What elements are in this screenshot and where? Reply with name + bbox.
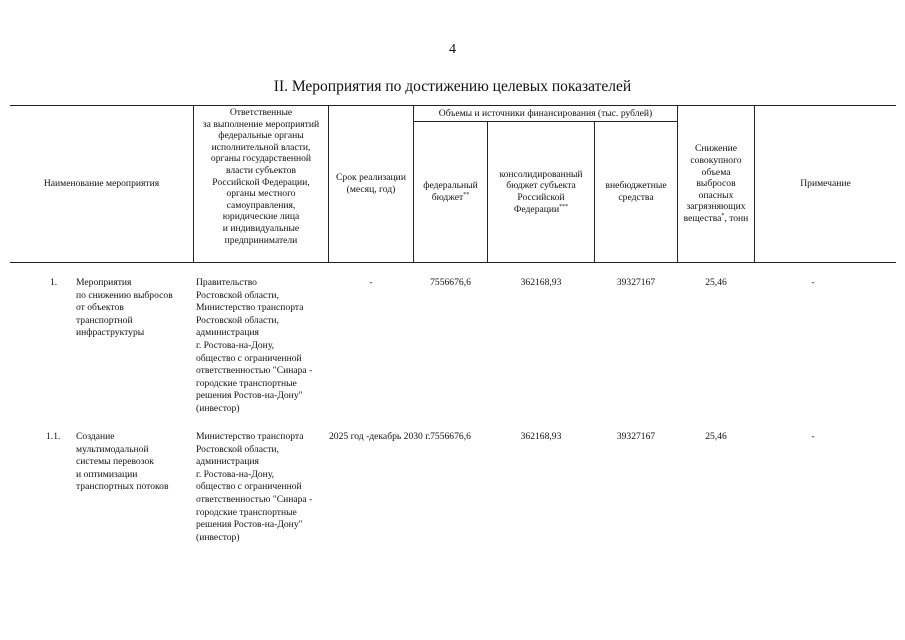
text-line: (инвестор) — [196, 531, 240, 543]
row-extrabudget: 39327167 — [616, 277, 656, 288]
row-consolidated-budget: 362168,93 — [520, 277, 562, 288]
text-line: Министерство транспорта — [196, 431, 304, 442]
text-line: юридические лица — [222, 211, 300, 223]
text-line: исполнительной власти, — [211, 141, 311, 153]
header-consolidated-budget: консолидированный бюджет субъекта Российской Федерации*** — [499, 168, 583, 215]
text-line: Срок реализации — [336, 172, 406, 184]
text-line: за выполнение мероприятий — [202, 118, 320, 130]
text-line: - — [369, 277, 373, 288]
row-term — [329, 431, 431, 444]
text-line: транспортных потоков — [76, 481, 169, 493]
text-line: Министерство транспорта — [196, 302, 304, 314]
text-line: Ростовской области, — [196, 314, 279, 326]
text-line: Ростовской области, — [196, 289, 279, 301]
header-emission-reduction: Снижение совокупного объема выбросов опасных загрязняющих вещества*, тонн — [683, 143, 749, 224]
text-line: администрация — [196, 327, 259, 339]
text-line: предприниматели — [224, 234, 298, 246]
text-line: транспортной — [76, 314, 133, 326]
row-term — [329, 277, 413, 290]
text-line: Российской Федерации, — [212, 176, 310, 188]
text-line: общество с ограниченной — [196, 481, 302, 493]
text-line: и индивидуальные — [222, 222, 300, 234]
text-line: и оптимизации — [76, 468, 138, 480]
header-responsible — [194, 107, 328, 262]
header-federal-budget: федеральный бюджет** — [423, 180, 478, 203]
row-responsible — [196, 277, 312, 416]
text-line: городские транспортные — [196, 377, 297, 389]
row-responsible — [196, 431, 312, 544]
section-title: II. Мероприятия по достижению целевых показателей — [273, 78, 632, 95]
text-line: декабрь 2030 г. — [369, 431, 431, 442]
text-line: ответственностью "Синара - — [196, 493, 313, 505]
header-extrabudget — [595, 122, 677, 262]
text-line: Правительство — [196, 277, 257, 288]
text-line: средства — [618, 192, 654, 203]
row-consolidated-budget: 362168,93 — [520, 431, 562, 442]
header-name: Наименование мероприятия — [43, 178, 160, 190]
text-line: (инвестор) — [196, 402, 240, 414]
table-header-bottom-rule — [10, 262, 896, 263]
row-note: - — [811, 431, 815, 442]
text-line: органы местного — [226, 188, 296, 200]
text-line: внебюджетные — [605, 180, 667, 192]
text-line: системы перевозок — [76, 456, 154, 468]
row-extrabudget: 39327167 — [616, 431, 656, 442]
row-emission-reduction: 25,46 — [705, 431, 727, 442]
text-line: 2025 год - — [329, 431, 370, 442]
row-number: 1. — [50, 277, 58, 288]
row-number: 1.1. — [46, 431, 61, 442]
text-line: ответственностью "Синара - — [196, 365, 313, 377]
header-term — [329, 106, 413, 262]
text-line: г. Ростова-на-Дону, — [196, 339, 275, 351]
text-line: г. Ростова-на-Дону, — [196, 468, 275, 480]
text-line: по снижению выбросов — [76, 289, 173, 301]
text-line: решения Ростов-на-Дону" — [196, 519, 303, 531]
row-emission-reduction: 25,46 — [705, 277, 727, 288]
text-line: от объектов — [76, 302, 124, 314]
text-line: федеральные органы — [218, 130, 304, 142]
text-line: власти субъектов — [225, 164, 297, 176]
page-number: 4 — [449, 42, 456, 57]
row-federal-budget: 7556676,6 — [430, 431, 471, 442]
text-line: мультимодальной — [76, 443, 149, 455]
row-name — [76, 431, 169, 494]
text-line: (месяц, год) — [346, 184, 396, 195]
row-name — [76, 277, 173, 340]
text-line: решения Ростов-на-Дону" — [196, 390, 303, 402]
text-line: администрация — [196, 456, 259, 468]
text-line: инфраструктуры — [76, 327, 145, 339]
text-line: органы государственной — [210, 153, 312, 165]
text-line: общество с ограниченной — [196, 352, 302, 364]
header-financing: Объемы и источники финансирования (тыс. рублей) — [438, 107, 653, 119]
text-line: Мероприятия — [76, 277, 132, 288]
row-federal-budget: 7556676,6 — [430, 277, 471, 288]
text-line: городские транспортные — [196, 506, 297, 518]
text-line: Создание — [76, 431, 115, 442]
text-line: Ростовской области, — [196, 443, 279, 455]
row-note: - — [811, 277, 815, 288]
text-line: Ответственные — [229, 107, 293, 118]
header-note: Примечание — [800, 178, 851, 190]
text-line: самоуправления, — [226, 199, 296, 211]
